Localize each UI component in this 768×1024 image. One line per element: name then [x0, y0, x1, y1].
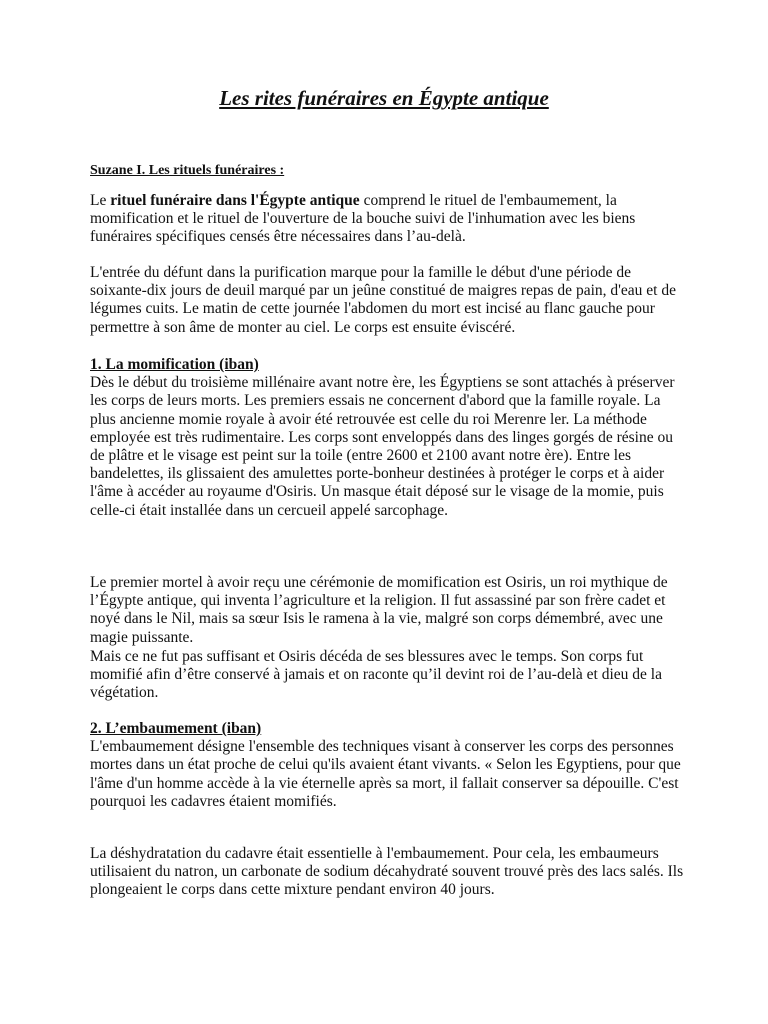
section-1-heading: 1. La momification (iban) [90, 356, 259, 373]
intro-paragraph-1 [90, 192, 690, 247]
section-1-paragraph-1: Dès le début du troisième millénaire avant notre ère, les Égyptiens se sont attachés à préserver les corps de leurs morts. Les premiers essais ne concernent d'abord que la famille royale. La plus ancienne momie royale à avoir été retrouvée est celle du roi Merenre ler. La méthode employée est très rudimentaire. Les corps sont enveloppés dans des linges gorgés de résine ou de plâtre et le visage est peint sur la toile (entre 2600 et 2100 avant notre ère). Entre les bandelettes, ils glissaient des amulettes porte-bonheur destinées à protéger le corps et à aider l'âme à accéder au royaume d'Osiris. Un masque était déposé sur le visage de la momie, puis celle-ci était installée dans un cercueil appelé sarcophage. [90, 374, 675, 519]
intro-p1-rest: comprend le rituel de l'embaumement, la momification et le rituel de l'ouverture de la bouche suivi de l'inhumation avec les biens funéraires spécifiques censés être nécessaires dans l’au-delà. [90, 192, 636, 246]
section-2-heading: 2. L’embaumement (iban) [90, 720, 262, 737]
section-2-paragraph-1: L'embaumement désigne l'ensemble des techniques visant à conserver les corps des personnes mortes dans un état proche de celui qu'ils avaient étant vivants. « Selon les Egyptiens, pour que l'âme d'un homme accède à la vie éternelle après sa mort, il fallait conserver sa dépouille. C'est pourquoi les cadavres étaient momifiés. [90, 738, 681, 810]
section-1-paragraph-2: Le premier mortel à avoir reçu une cérémonie de momification est Osiris, un roi mythique de l’Égypte antique, qui inventa l’agriculture et la religion. Il fut assassiné par son frère cadet et noyé dans le Nil, mais sa sœur Isis le ramena à la vie, malgré son corps démembré, avec une magie puissante. [90, 574, 668, 646]
section-embaumement [90, 720, 690, 811]
section-momification [90, 356, 690, 520]
intro-p1-prefix: Le [90, 192, 111, 209]
intro-paragraph-2: L'entrée du défunt dans la purification marque pour la famille le début d'une période de soixante-dix jours de deuil marqué par un jeûne constitué de maigres repas de pain, d'eau et de légumes cuits. Le matin de cette journée l'abdomen du mort est incisé au flanc gauche pour permettre à son âme de monter au ciel. Le corps est ensuite éviscéré. [90, 264, 676, 336]
section-2-paragraph-2: La déshydratation du cadavre était essentielle à l'embaumement. Pour cela, les embaumeurs utilisaient du natron, un carbonate de sodium décahydraté souvent trouvé près des lacs salés. Ils plongeaient le corps dans cette mixture pendant environ 40 jours. [90, 845, 684, 899]
intro-p1-bold: rituel funéraire dans l'Égypte antique [110, 192, 360, 209]
document-title: Les rites funéraires en Égypte antique [219, 86, 549, 110]
section-1-paragraph-3: Mais ce ne fut pas suffisant et Osiris décéda de ses blessures avec le temps. Son corps fut momifié afin d’être conservé à jamais et on raconte qu’il devint roi de l’au-delà et dieu de la végétation. [90, 648, 662, 702]
document-subtitle: Suzane I. Les rituels funéraires : [90, 163, 285, 178]
